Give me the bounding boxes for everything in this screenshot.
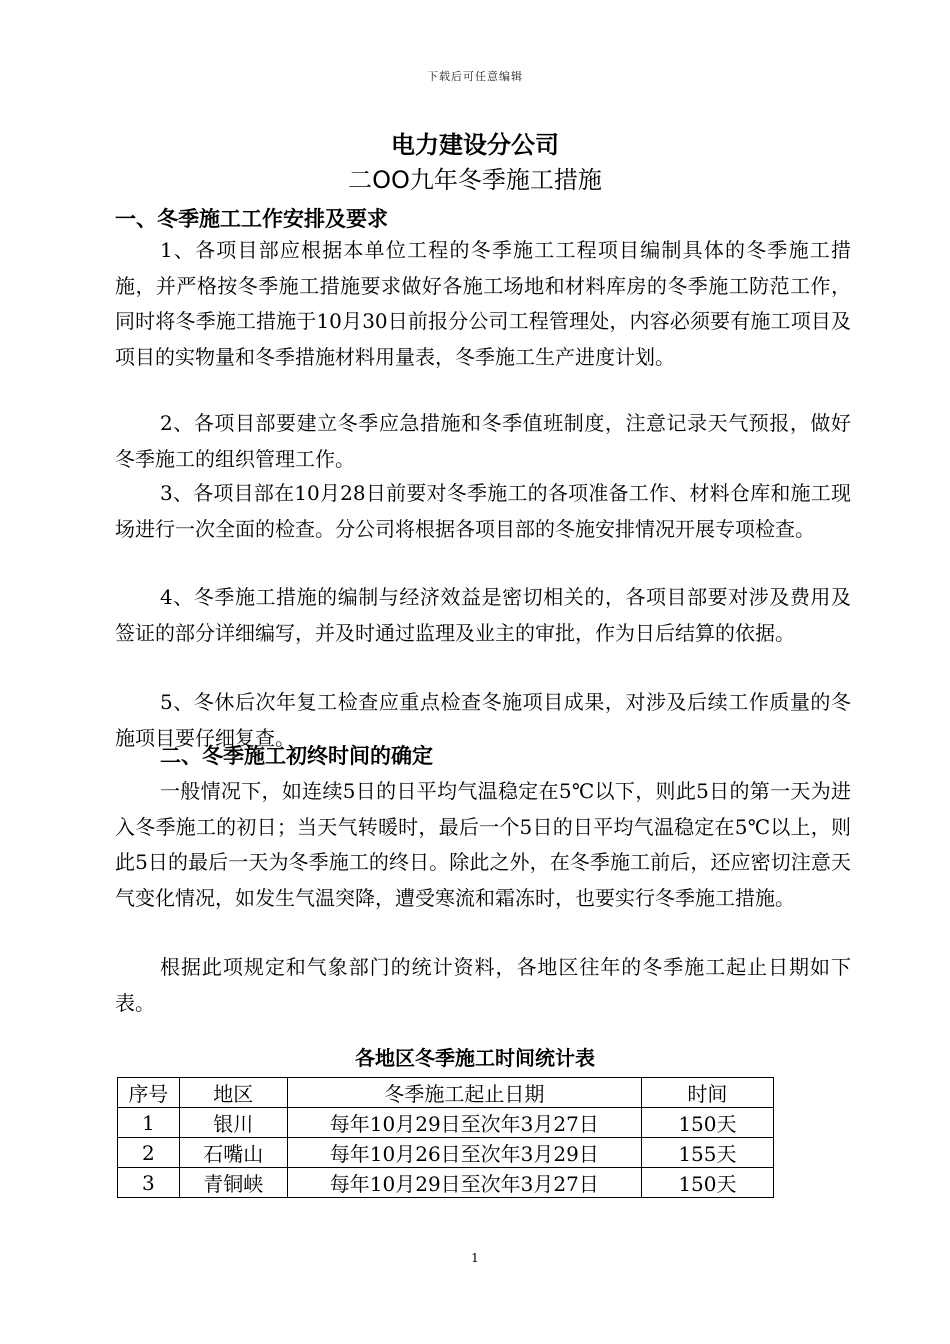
cell-period: 每年10月26日至次年3月29日 <box>287 1138 641 1168</box>
section1-paragraph-5: 5、冬休后次年复工检查应重点检查冬施项目成果，对涉及后续工作质量的冬施项目要仔细复查。 <box>115 690 851 750</box>
cell-region: 青铜峡 <box>179 1168 287 1198</box>
table-row <box>118 1168 774 1198</box>
section1-paragraph-2: 2、各项目部要建立冬季应急措施和冬季值班制度，注意记录天气预报，做好冬季施工的组织管理工作。 <box>115 411 851 471</box>
section1-paragraph-1: 1、各项目部应根据本单位工程的冬季施工工程项目编制具体的冬季施工措施，并严格按冬季施工措施要求做好各施工场地和材料库房的冬季施工防范工作，同时将冬季施工措施于10月30日前报分公司工程管理处，内容必须要有施工项目及项目的实物量和冬季措施材料用量表，冬季施工生产进度计划。 <box>115 238 851 369</box>
section1-paragraph-3: 3、各项目部在10月28日前要对冬季施工的各项准备工作、材料仓库和施工现场进行一次全面的检查。分公司将根据各项目部的冬施安排情况开展专项检查。 <box>115 481 851 541</box>
cell-region: 石嘴山 <box>179 1138 287 1168</box>
header-region: 地区 <box>179 1078 287 1108</box>
section2-paragraph-1: 一般情况下，如连续5日的日平均气温稳定在5℃以下，则此5日的第一天为进入冬季施工的初日；当天气转暖时，最后一个5日的日平均气温稳定在5℃以上，则此5日的最后一天为冬季施工的终日。除此之外，在冬季施工前后，还应密切注意天气变化情况，如发生气温突降，遭受寒流和霜冻时，也要实行冬季施工措施。 <box>115 779 851 910</box>
section1-heading: 一、冬季施工工作安排及要求 <box>115 207 388 231</box>
table-row <box>118 1138 774 1168</box>
cell-duration: 150天 <box>641 1108 773 1138</box>
cell-period: 每年10月29日至次年3月27日 <box>287 1108 641 1138</box>
header-period: 冬季施工起止日期 <box>287 1078 641 1108</box>
table-title: 各地区冬季施工时间统计表 <box>355 1046 595 1070</box>
header-note: 下载后可任意编辑 <box>427 70 523 83</box>
table-row <box>118 1108 774 1138</box>
cell-region: 银川 <box>179 1108 287 1138</box>
document-title: 电力建设分公司 <box>391 131 559 159</box>
cell-index: 3 <box>118 1168 180 1198</box>
document-subtitle: 二OO九年冬季施工措施 <box>348 166 602 194</box>
winter-construction-table <box>117 1077 774 1198</box>
section1-paragraph-4: 4、冬季施工措施的编制与经济效益是密切相关的，各项目部要对涉及费用及签证的部分详细编写，并及时通过监理及业主的审批，作为日后结算的依据。 <box>115 585 851 645</box>
header-index: 序号 <box>118 1078 180 1108</box>
cell-duration: 155天 <box>641 1138 773 1168</box>
header-duration: 时间 <box>641 1078 773 1108</box>
cell-index: 2 <box>118 1138 180 1168</box>
section2-paragraph-2: 根据此项规定和气象部门的统计资料，各地区往年的冬季施工起止日期如下表。 <box>115 955 851 1015</box>
cell-duration: 150天 <box>641 1168 773 1198</box>
section2-heading: 二、冬季施工初终时间的确定 <box>160 744 433 768</box>
cell-index: 1 <box>118 1108 180 1138</box>
cell-period: 每年10月29日至次年3月27日 <box>287 1168 641 1198</box>
page-number: 1 <box>471 1251 479 1265</box>
table-header-row <box>118 1078 774 1108</box>
